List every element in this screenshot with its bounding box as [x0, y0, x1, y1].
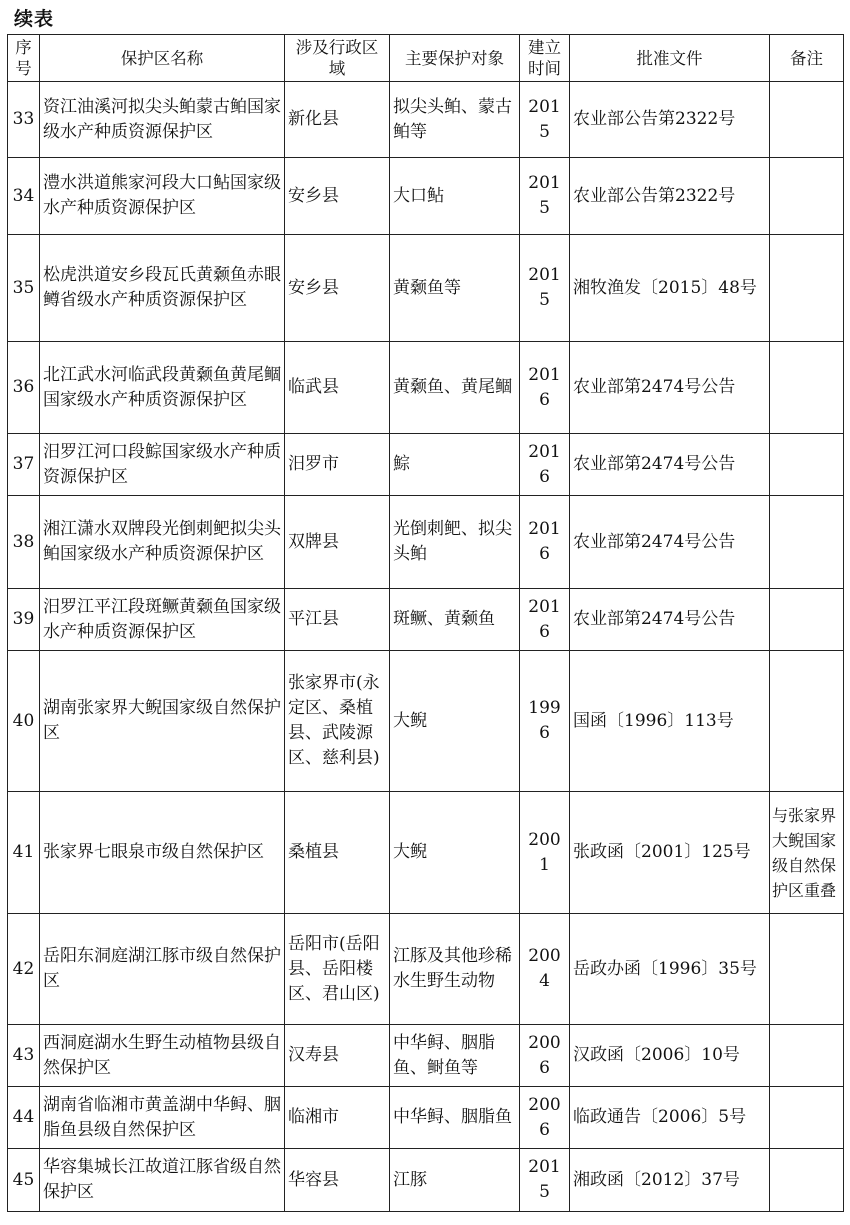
cell-region: 双牌县: [285, 496, 390, 589]
cell-seq: 44: [8, 1087, 40, 1149]
cell-name: 资江油溪河拟尖头鲌蒙古鲌国家级水产种质资源保护区: [40, 82, 285, 158]
table-row: [8, 589, 844, 651]
cell-name: 澧水洪道熊家河段大口鲇国家级水产种质资源保护区: [40, 158, 285, 235]
reserve-table: [7, 34, 844, 1212]
cell-seq: 43: [8, 1025, 40, 1087]
cell-target: 江豚及其他珍稀水生野生动物: [390, 914, 520, 1025]
cell-doc: 岳政办函〔1996〕35号: [570, 914, 770, 1025]
cell-region: 华容县: [285, 1149, 390, 1212]
cell-note: [770, 589, 844, 651]
cell-region: 桑植县: [285, 792, 390, 914]
cell-region: 张家界市(永定区、桑植县、武陵源区、慈利县): [285, 651, 390, 792]
cell-target: 江豚: [390, 1149, 520, 1212]
cell-name: 汨罗江平江段斑鳜黄颡鱼国家级水产种质资源保护区: [40, 589, 285, 651]
cell-note: [770, 434, 844, 496]
header-doc: 批准文件: [570, 35, 770, 82]
cell-name: 张家界七眼泉市级自然保护区: [40, 792, 285, 914]
cell-note: [770, 342, 844, 434]
cell-year: 2004: [520, 914, 570, 1025]
cell-year: 2001: [520, 792, 570, 914]
cell-region: 汨罗市: [285, 434, 390, 496]
cell-doc: 湘牧渔发〔2015〕48号: [570, 235, 770, 342]
cell-note: [770, 235, 844, 342]
header-row: [8, 35, 844, 82]
header-seq: 序号: [8, 35, 40, 82]
cell-seq: 41: [8, 792, 40, 914]
table-row: [8, 651, 844, 792]
cell-doc: 农业部第2474号公告: [570, 434, 770, 496]
cell-doc: 湘政函〔2012〕37号: [570, 1149, 770, 1212]
cell-doc: 农业部公告第2322号: [570, 82, 770, 158]
cell-name: 西洞庭湖水生野生动植物县级自然保护区: [40, 1025, 285, 1087]
cell-region: 安乡县: [285, 235, 390, 342]
cell-seq: 37: [8, 434, 40, 496]
header-target: 主要保护对象: [390, 35, 520, 82]
cell-year: 1996: [520, 651, 570, 792]
cell-target: 光倒刺鲃、拟尖头鲌: [390, 496, 520, 589]
cell-target: 中华鲟、胭脂鱼: [390, 1087, 520, 1149]
cell-region: 新化县: [285, 82, 390, 158]
table-row: [8, 496, 844, 589]
cell-seq: 40: [8, 651, 40, 792]
cell-seq: 39: [8, 589, 40, 651]
cell-target: 黄颡鱼、黄尾鲴: [390, 342, 520, 434]
cell-target: 大鲵: [390, 651, 520, 792]
cell-target: 拟尖头鲌、蒙古鲌等: [390, 82, 520, 158]
cell-year: 2015: [520, 82, 570, 158]
table-row: [8, 914, 844, 1025]
cell-region: 汉寿县: [285, 1025, 390, 1087]
cell-seq: 36: [8, 342, 40, 434]
table-row: [8, 82, 844, 158]
cell-region: 岳阳市(岳阳县、岳阳楼区、君山区): [285, 914, 390, 1025]
cell-region: 临湘市: [285, 1087, 390, 1149]
cell-target: 大口鲇: [390, 158, 520, 235]
table-row: [8, 1087, 844, 1149]
header-year: 建立时间: [520, 35, 570, 82]
cell-target: 斑鳜、黄颡鱼: [390, 589, 520, 651]
cell-year: 2006: [520, 1087, 570, 1149]
cell-region: 临武县: [285, 342, 390, 434]
cell-target: 鯮: [390, 434, 520, 496]
cell-target: 大鲵: [390, 792, 520, 914]
cell-year: 2016: [520, 434, 570, 496]
cell-name: 湖南张家界大鲵国家级自然保护区: [40, 651, 285, 792]
cell-note: [770, 651, 844, 792]
cell-year: 2015: [520, 235, 570, 342]
cell-doc: 汉政函〔2006〕10号: [570, 1025, 770, 1087]
table-row: [8, 158, 844, 235]
header-note: 备注: [770, 35, 844, 82]
cell-year: 2016: [520, 589, 570, 651]
table-row: [8, 1025, 844, 1087]
cell-doc: 农业部公告第2322号: [570, 158, 770, 235]
cell-year: 2006: [520, 1025, 570, 1087]
cell-doc: 农业部第2474号公告: [570, 342, 770, 434]
cell-name: 湖南省临湘市黄盖湖中华鲟、胭脂鱼县级自然保护区: [40, 1087, 285, 1149]
cell-name: 湘江潇水双牌段光倒刺鲃拟尖头鲌国家级水产种质资源保护区: [40, 496, 285, 589]
header-name: 保护区名称: [40, 35, 285, 82]
cell-year: 2016: [520, 496, 570, 589]
cell-note: [770, 1087, 844, 1149]
cell-year: 2015: [520, 158, 570, 235]
cell-seq: 34: [8, 158, 40, 235]
cell-note: [770, 1149, 844, 1212]
cell-region: 安乡县: [285, 158, 390, 235]
table-row: [8, 342, 844, 434]
cell-doc: 国函〔1996〕113号: [570, 651, 770, 792]
cell-note: [770, 914, 844, 1025]
table-row: [8, 434, 844, 496]
cell-doc: 张政函〔2001〕125号: [570, 792, 770, 914]
cell-name: 华容集城长江故道江豚省级自然保护区: [40, 1149, 285, 1212]
cell-note: [770, 496, 844, 589]
cell-seq: 42: [8, 914, 40, 1025]
cell-target: 中华鲟、胭脂鱼、鲥鱼等: [390, 1025, 520, 1087]
cell-note: [770, 82, 844, 158]
cell-doc: 农业部第2474号公告: [570, 589, 770, 651]
table-row: [8, 1149, 844, 1212]
cell-name: 岳阳东洞庭湖江豚市级自然保护区: [40, 914, 285, 1025]
cell-seq: 38: [8, 496, 40, 589]
cell-target: 黄颡鱼等: [390, 235, 520, 342]
table-row: [8, 792, 844, 914]
cell-note: [770, 158, 844, 235]
cell-name: 北江武水河临武段黄颡鱼黄尾鲴国家级水产种质资源保护区: [40, 342, 285, 434]
cell-seq: 33: [8, 82, 40, 158]
table-row: [8, 235, 844, 342]
table-caption: 续表: [14, 8, 55, 30]
header-region: 涉及行政区域: [285, 35, 390, 82]
cell-note: [770, 1025, 844, 1087]
cell-region: 平江县: [285, 589, 390, 651]
cell-doc: 临政通告〔2006〕5号: [570, 1087, 770, 1149]
cell-year: 2015: [520, 1149, 570, 1212]
cell-name: 松虎洪道安乡段瓦氏黄颡鱼赤眼鳟省级水产种质资源保护区: [40, 235, 285, 342]
cell-doc: 农业部第2474号公告: [570, 496, 770, 589]
cell-note: 与张家界大鲵国家级自然保护区重叠: [770, 792, 844, 914]
cell-seq: 35: [8, 235, 40, 342]
cell-year: 2016: [520, 342, 570, 434]
cell-name: 汨罗江河口段鯮国家级水产种质资源保护区: [40, 434, 285, 496]
cell-seq: 45: [8, 1149, 40, 1212]
